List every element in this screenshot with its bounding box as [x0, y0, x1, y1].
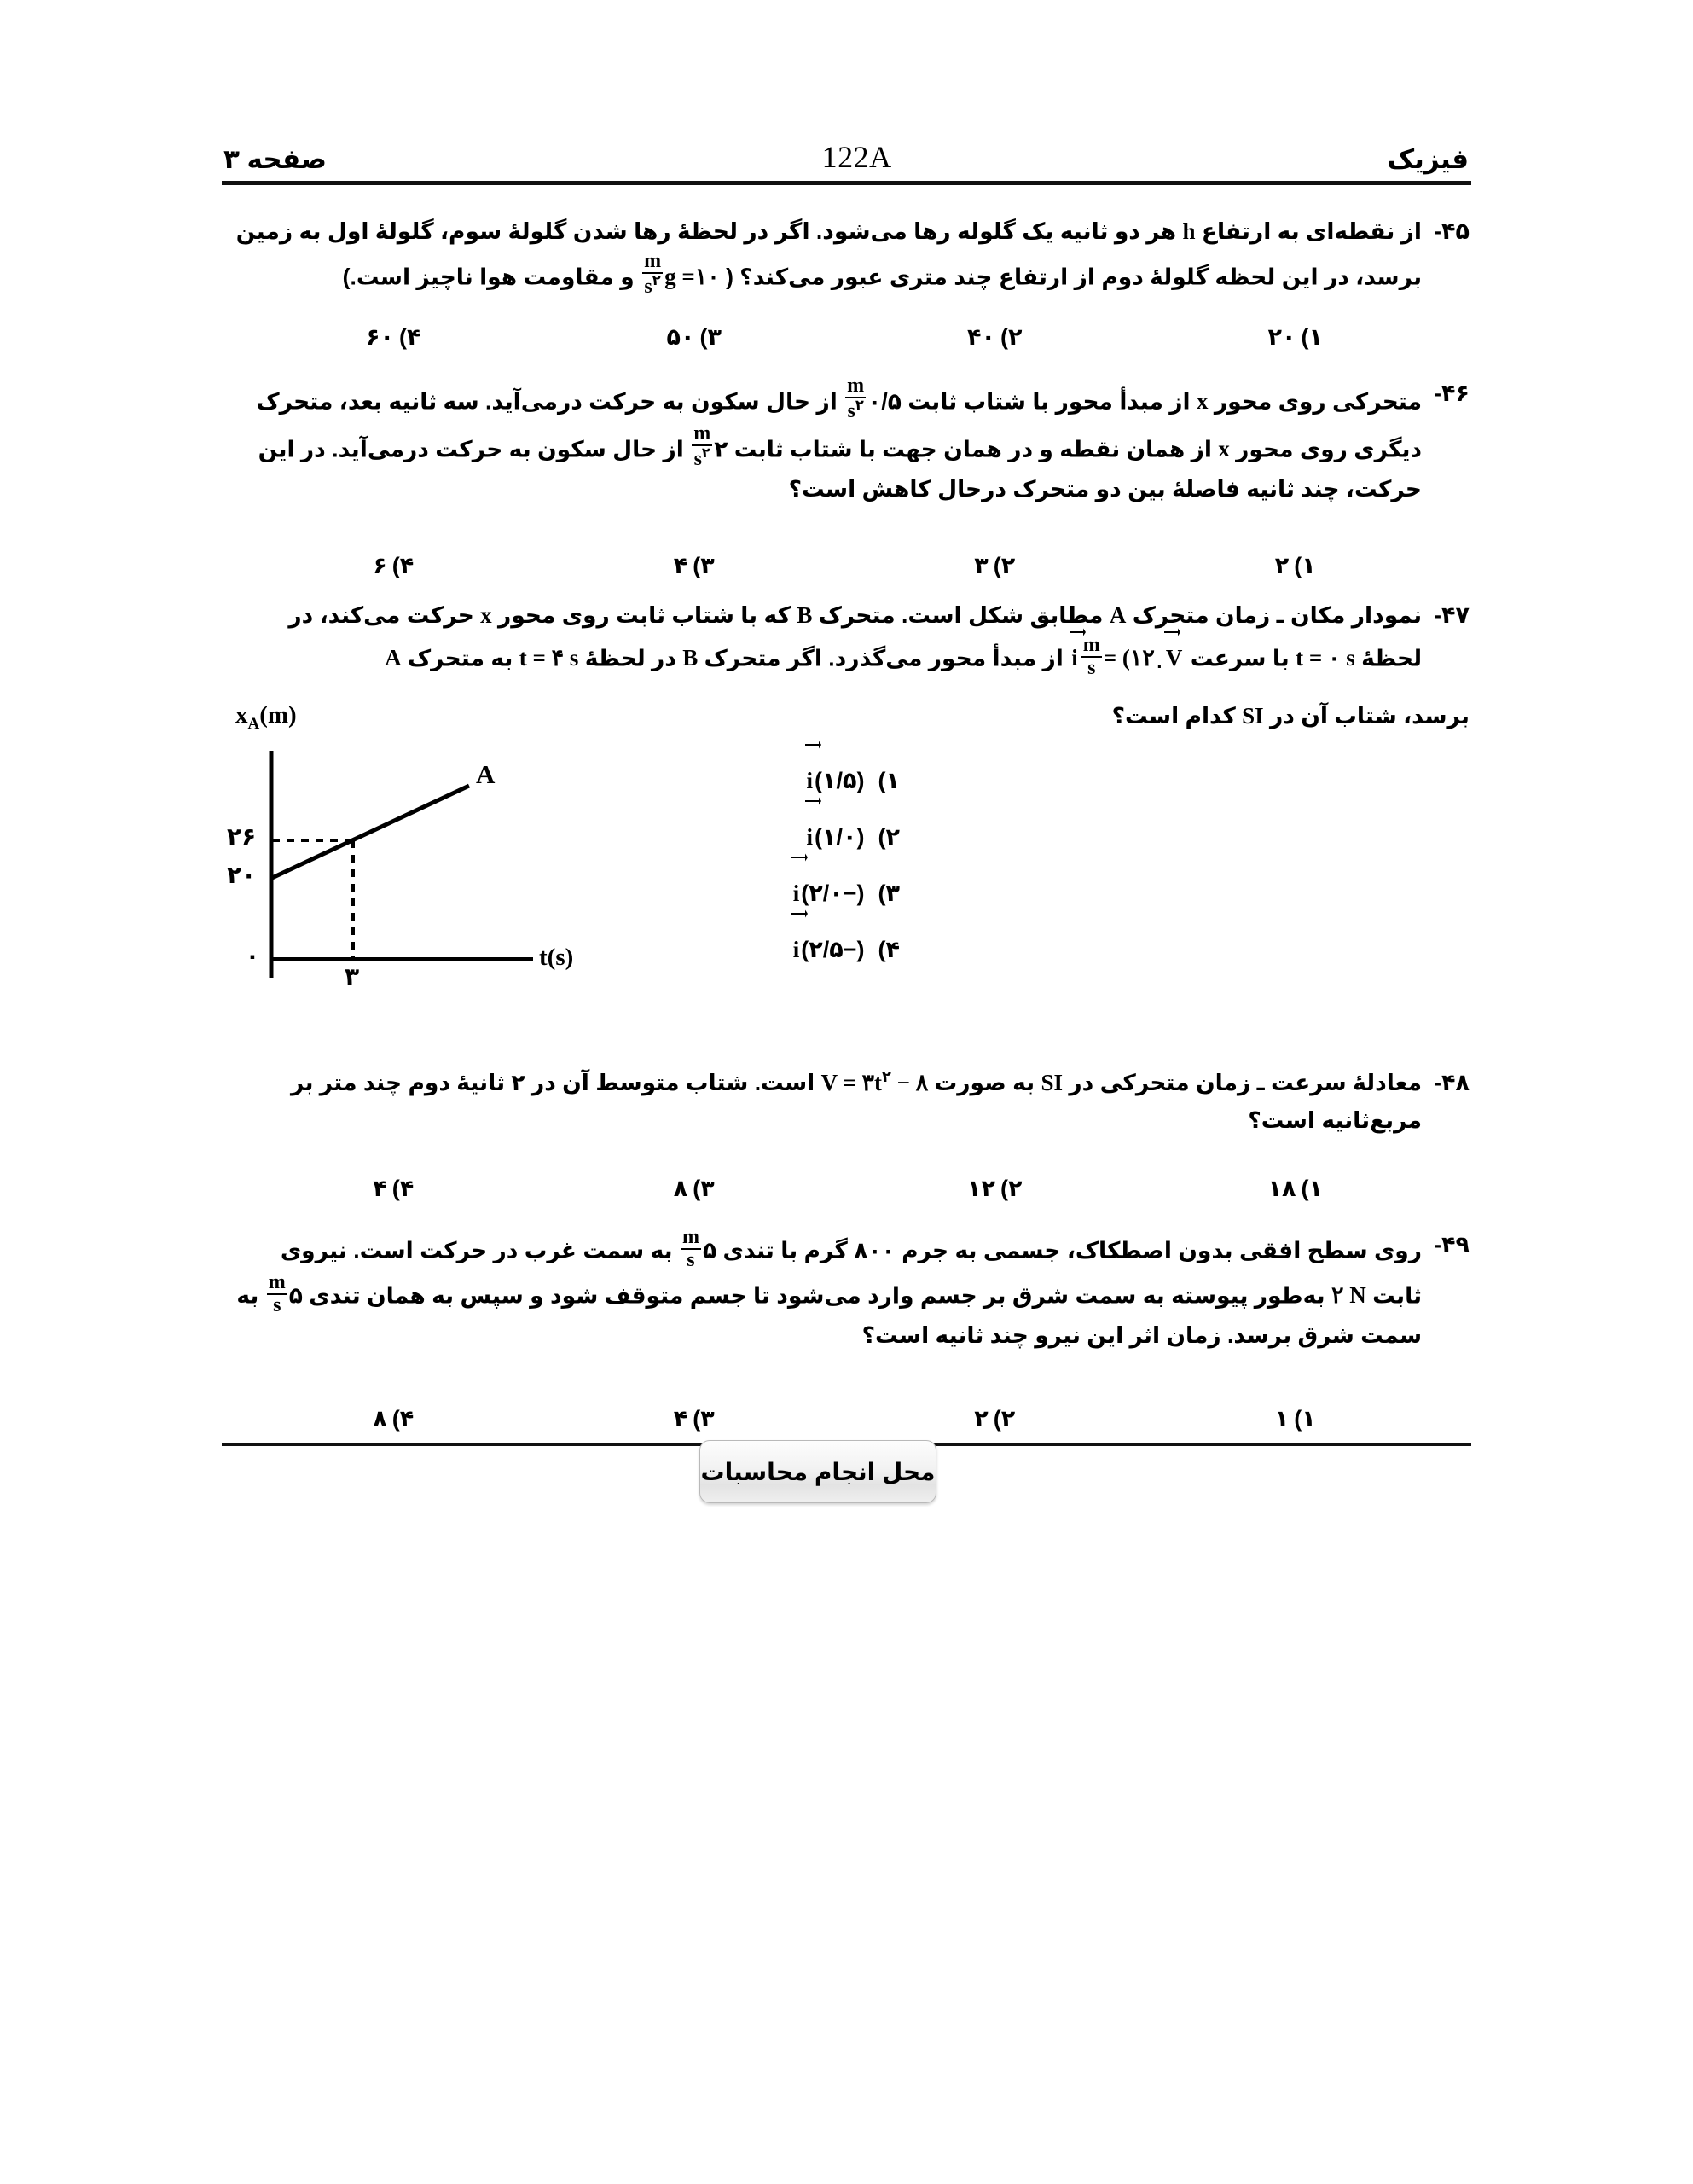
question-49 [223, 1227, 1470, 1354]
q45-frac-denominator: $s^۲$ [644, 273, 661, 299]
q48-option-4[interactable]: ۴)۴ [373, 1176, 415, 1201]
q47-l1c: که با شتاب ثابت روی محور [491, 602, 797, 628]
vector-arrow-icon [1163, 626, 1180, 636]
q45-l1b: هر دو ثانیه یک گلوله رها می‌شود. اگر در لحظهٔ رها شدن گلولهٔ سوم، گلولهٔ اول به زمین [235, 218, 1183, 244]
header-booklet-code: 122A [821, 140, 892, 174]
q45-h-symbol: h [1182, 218, 1196, 244]
q45-l2a: برسد، در این لحظه گلولهٔ دوم از ارتفاع چند متری عبور می‌کند؟ ( [719, 264, 1423, 290]
graph-x-axis-label: t(s) [539, 944, 574, 971]
q47-mobile-A-symbol: A [1109, 602, 1127, 628]
q48-l1b: به صورت [928, 1070, 1041, 1095]
question-47-number: ۴۷- [1434, 602, 1470, 628]
q47-option-1[interactable]: ۱)(۱/۵) i [791, 752, 900, 809]
q45-g-value: g =۱۰ [664, 264, 720, 290]
q45-option-4[interactable]: ۴)۶۰ [366, 324, 421, 350]
q45-unit-fraction [642, 251, 663, 299]
q48-velocity-equation: $V = ۳t^۲$ − ۸ [820, 1068, 929, 1095]
q47-opt2-i-hat-icon: i [805, 809, 815, 865]
question-49-text [223, 1227, 1422, 1354]
q46-l2c: از حال سکون به حرکت درمی‌آید. در این [258, 436, 691, 462]
question-46-text [223, 375, 1422, 508]
page-header [223, 128, 1469, 172]
q46-x-axis-symbol-2: x [1218, 436, 1230, 462]
q45-option-3[interactable]: ۳)۵۰ [666, 324, 722, 350]
q47-time-four: t = ۴ s [519, 645, 579, 671]
question-46 [223, 375, 1470, 508]
q48-l1c: است. شتاب متوسط آن در ۲ ثانیهٔ دوم چند متر بر [290, 1070, 821, 1095]
q47-time-zero: t = ۰ s [1296, 645, 1355, 671]
q47-l3a: برسد، شتاب آن در [1263, 703, 1470, 729]
q49-l2a: ثابت [1365, 1282, 1423, 1309]
q46-option-4[interactable]: ۴)۶ [373, 553, 415, 578]
calculation-space-label: محل انجام محاسبات [700, 1458, 936, 1485]
q45-option-1[interactable]: ۱)۲۰ [1267, 324, 1323, 350]
q49-l2c: به [236, 1282, 265, 1309]
q47-option-2[interactable]: ۲)(۱/۰) i [791, 809, 900, 865]
q47-l2e: به متحرک [401, 645, 519, 671]
calculation-space-box [699, 1440, 936, 1503]
q48-l1a: معادلهٔ سرعت ـ زمان متحرکی در [1063, 1070, 1423, 1095]
vector-arrow-icon [1069, 626, 1086, 636]
q46-l3: حرکت، چند ثانیه فاصلهٔ بین دو متحرک درحال کاهش است؟ [788, 475, 1423, 502]
position-time-graph-svg [205, 706, 606, 979]
q47-l2d: در لحظهٔ [578, 645, 683, 671]
q49-option-2[interactable]: ۲)۲ [974, 1406, 1016, 1432]
position-time-graph-figure [205, 701, 606, 990]
question-47-text [223, 597, 1422, 680]
q46-unit-fraction-2: $\frac{m}{s^۲}$ [693, 421, 711, 471]
question-48-text [223, 1065, 1422, 1139]
q49-l2b: به‌طور پیوسته به سمت شرق بر جسم وارد می‌شود تا جسم متوقف شود و سپس به همان تندی [302, 1282, 1331, 1309]
q47-l2c: از مبدأ محور می‌گذرد. اگر متحرک [698, 645, 1070, 671]
q46-option-3[interactable]: ۳)۴ [673, 553, 715, 578]
q46-accel-1: ۰/۵ [867, 388, 902, 415]
q45-l2b: و مقاومت هوا ناچیز است.) [342, 264, 641, 290]
q48-option-3[interactable]: ۳)۸ [673, 1176, 715, 1201]
q47-velocity-vector-symbol: V [1164, 640, 1185, 677]
q46-accel-2: ۲ [714, 436, 728, 462]
vector-arrow-icon [791, 908, 808, 918]
q47-i-hat-symbol: i [1070, 640, 1080, 677]
header-page-number: صفحه ۳ [223, 144, 327, 174]
vector-arrow-icon [804, 739, 821, 749]
q49-option-3[interactable]: ۳)۴ [673, 1406, 715, 1432]
q49-speed-2: ۵ [288, 1282, 303, 1309]
q47-l1b: مطابق شکل است. متحرک [812, 602, 1110, 628]
graph-y-tick-20: ۲۰ [227, 862, 257, 888]
q49-unit-fraction-2: $\frac{m}{s}$ [268, 1270, 286, 1317]
q48-SI-symbol: SI [1041, 1070, 1064, 1095]
q48-l2: مربع‌ثانیه است؟ [1248, 1107, 1423, 1133]
q47-opt4-i-hat-icon: i [791, 921, 802, 978]
q49-speed-1: ۵ [702, 1237, 717, 1263]
graph-series-label-A: A [476, 759, 496, 789]
question-46-options [243, 553, 1446, 579]
q47-v-equals: = (۱۲ [1103, 645, 1155, 671]
q49-option-4[interactable]: ۴)۸ [373, 1406, 415, 1432]
q47-mobile-A-symbol-2: A [385, 645, 402, 671]
q46-x-axis-symbol: x [1197, 388, 1209, 415]
graph-y-tick-26: ۲۶ [227, 823, 257, 850]
q49-l1b: به سمت غرب در حرکت است. نیروی [280, 1237, 679, 1263]
q46-l2a: دیگری روی محور [1229, 436, 1423, 462]
question-48-number: ۴۸- [1434, 1070, 1470, 1095]
q49-l3: سمت شرق برسد. زمان اثر این نیرو چند ثانیه است؟ [861, 1321, 1423, 1348]
q48-option-2[interactable]: ۲)۱۲ [967, 1176, 1023, 1201]
q49-force-value: ۲ N [1331, 1282, 1366, 1309]
question-47-options [791, 752, 900, 978]
q47-l1a: نمودار مکان ـ زمان متحرک [1126, 602, 1423, 628]
question-49-options [243, 1406, 1446, 1432]
q46-l1b: از مبدأ محور با شتاب ثابت [901, 388, 1197, 415]
header-subject: فیزیک [1387, 144, 1469, 174]
q45-option-2[interactable]: ۲)۴۰ [967, 324, 1023, 350]
graph-series-line-A [272, 786, 469, 878]
q47-mobile-B-symbol: B [797, 602, 813, 628]
q47-opt3-i-hat-icon: i [791, 865, 802, 921]
q48-option-1[interactable]: ۱)۱۸ [1267, 1176, 1323, 1201]
graph-origin-label: ۰ [246, 943, 259, 968]
q47-option-4[interactable]: ۴)(−۲/۵) i [791, 921, 900, 978]
q49-option-1[interactable]: ۱)۱ [1274, 1406, 1316, 1432]
graph-y-axis-label: $x_A(m)$ [235, 701, 297, 733]
q45-l1a: از نقطه‌ای به ارتفاع [1195, 218, 1423, 244]
header-divider-rule [222, 181, 1471, 185]
q45-frac-numerator: m [642, 251, 663, 274]
question-48-options [243, 1176, 1446, 1202]
vector-arrow-icon [804, 795, 821, 805]
question-45 [223, 213, 1470, 299]
q47-l2b: با سرعت [1184, 645, 1296, 671]
question-49-number: ۴۹- [1434, 1232, 1470, 1258]
q48-equation-exponent: ۲ [882, 1068, 891, 1085]
q46-l2b: از همان نقطه و در همان جهت با شتاب ثابت [728, 436, 1219, 462]
q46-option-2[interactable]: ۲)۳ [974, 553, 1016, 578]
q47-x-axis-symbol: x [480, 602, 492, 628]
question-48 [223, 1065, 1470, 1139]
vector-arrow-icon [791, 851, 808, 862]
question-45-number: ۴۵- [1434, 218, 1470, 244]
q47-l2a: لحظهٔ [1354, 645, 1423, 671]
q46-unit-fraction-1: $\frac{m}{s^۲}$ [847, 375, 865, 423]
question-45-options [243, 324, 1446, 351]
q47-l3b: کدام است؟ [1111, 703, 1243, 729]
question-45-text [223, 213, 1422, 299]
question-46-number: ۴۶- [1434, 380, 1470, 406]
q46-l1c: از حال سکون به حرکت درمی‌آید. سه ثانیه بعد، متحرک [256, 388, 844, 415]
q47-unit-fraction: $\frac{m}{s}$ [1082, 633, 1100, 680]
graph-x-tick-3: ۳ [345, 963, 360, 990]
question-47 [223, 597, 1470, 680]
q46-option-1[interactable]: ۱)۲ [1274, 553, 1316, 578]
question-47-closing-line [617, 698, 1470, 735]
q47-SI-symbol: SI [1242, 703, 1264, 729]
q47-l1d: حرکت می‌کند، در [288, 602, 481, 628]
q47-option-3[interactable]: ۳)(−۲/۰) i [791, 865, 900, 921]
q49-unit-fraction-1: $\frac{m}{s}$ [681, 1226, 699, 1272]
q47-opt1-i-hat-icon: i [805, 752, 815, 809]
q46-l1a: متحرکی روی محور [1208, 388, 1423, 415]
q47-mobile-B-symbol-2: B [682, 645, 699, 671]
q49-l1a: روی سطح افقی بدون اصطکاک، جسمی به جرم ۸۰۰ گرم با تندی [716, 1237, 1423, 1263]
q47-v-subscript: ۰ [1154, 657, 1164, 675]
graph-y-axis-label-subscript: A [247, 714, 260, 733]
